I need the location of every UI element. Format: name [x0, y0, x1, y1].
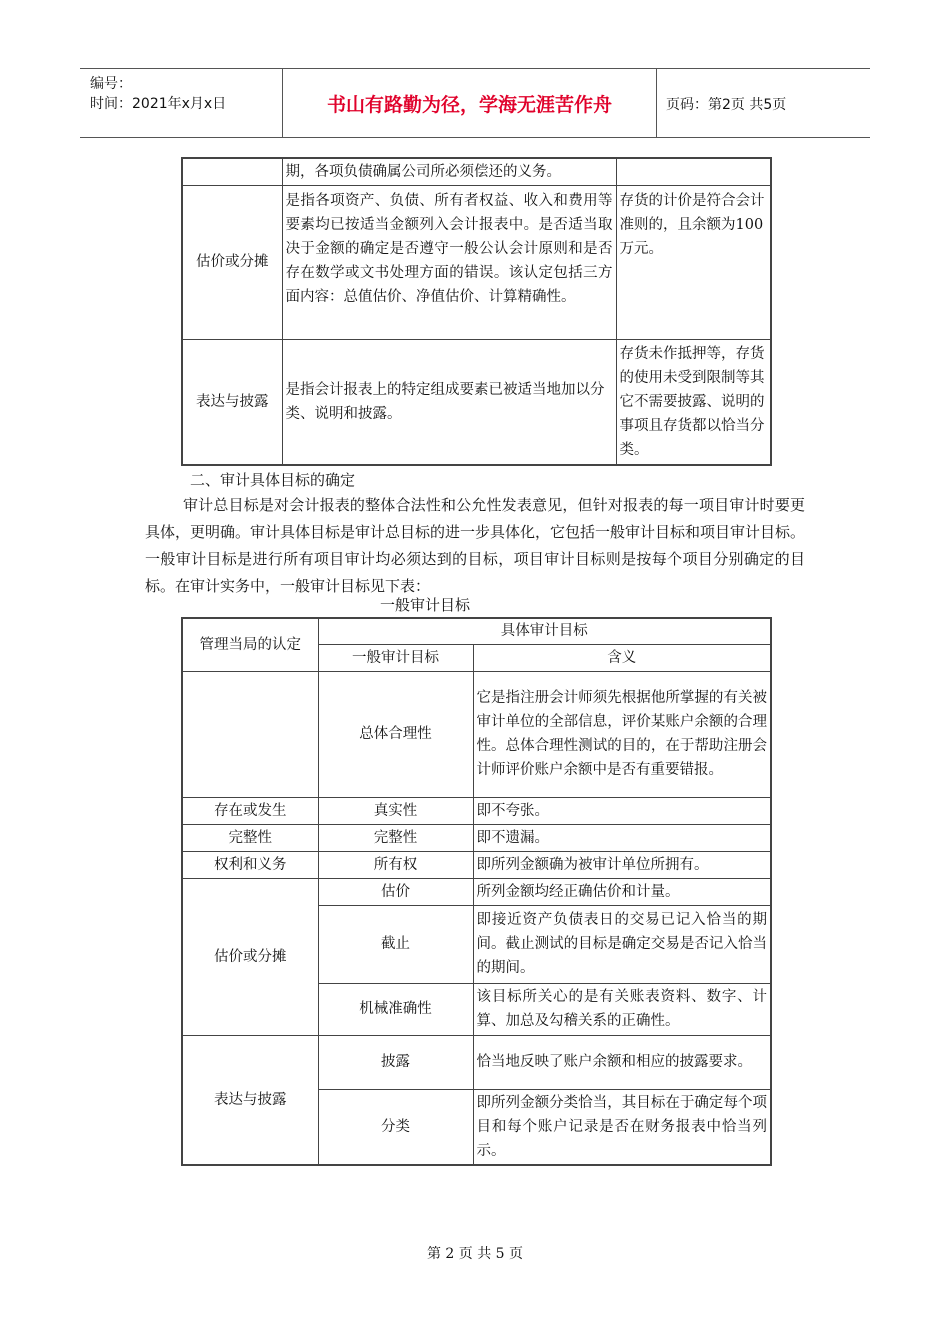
- meaning-cell: 所列金额均经正确估价和计量。: [473, 878, 771, 905]
- header-divider: [656, 69, 657, 137]
- assertion-cell: 存在或发生: [182, 797, 318, 824]
- assertion-cell: 表达与披露: [182, 339, 282, 465]
- meaning-cell: 它是指注册会计师须先根据他所掌握的有关被审计单位的全部信息，评价某账户余额的合理性。总体合理性测试的目的，在于帮助注册会计师评价账户余额中是否有重要错报。: [473, 671, 771, 797]
- goal-cell: 分类: [318, 1089, 473, 1165]
- table-row: [182, 824, 771, 851]
- goal-cell: 机械准确性: [318, 983, 473, 1035]
- meaning-cell: 即所列金额分类恰当，其目标在于确定每个项目和每个账户记录是否在财务报表中恰当列示。: [473, 1089, 771, 1165]
- header-motto: 书山有路勤为径，学海无涯苦作舟: [326, 93, 612, 116]
- header-meaning: 含义: [473, 644, 771, 671]
- goal-cell: 真实性: [318, 797, 473, 824]
- meaning-cell: 即不遗漏。: [473, 824, 771, 851]
- goal-cell: 披露: [318, 1035, 473, 1089]
- table-row: [182, 1035, 771, 1089]
- meaning-cell: 即所列金额确为被审计单位所拥有。: [473, 851, 771, 878]
- table-caption: 一般审计目标: [380, 596, 471, 614]
- table-row: [182, 339, 771, 465]
- document-number-label: 编号：: [90, 76, 132, 92]
- example-cell: 存货未作抵押等，存货的使用未受到限制等其它不需要披露、说明的事项且存货都以恰当分类。: [616, 339, 771, 465]
- meaning-cell: 是指会计报表上的特定组成要素已被适当地加以分类、说明和披露。: [282, 339, 616, 465]
- document-time-label: 时间：2021年x月x日: [90, 96, 227, 112]
- assertion-cell: 完整性: [182, 824, 318, 851]
- section-title: 二、审计具体目标的确定: [190, 471, 356, 489]
- header-meta: [80, 69, 282, 137]
- assertion-cell: 表达与披露: [182, 1035, 318, 1165]
- header-assertion: 管理当局的认定: [182, 618, 318, 671]
- body-paragraph: [145, 492, 805, 600]
- meaning-cell: 期，各项负债确属公司所必须偿还的义务。: [282, 158, 616, 185]
- header-page-label: 页码：第2页 共5页: [666, 97, 787, 113]
- assertion-cell: [182, 671, 318, 797]
- header-specific-goal: 具体审计目标: [318, 618, 771, 644]
- goal-cell: 截止: [318, 905, 473, 983]
- example-cell: [616, 158, 771, 185]
- goal-cell: 估价: [318, 878, 473, 905]
- header-general-goal: 一般审计目标: [318, 644, 473, 671]
- table-row: [182, 158, 771, 185]
- goal-cell: 总体合理性: [318, 671, 473, 797]
- table-row: [182, 878, 771, 905]
- assertion-cell: 权利和义务: [182, 851, 318, 878]
- page-header: [80, 68, 870, 138]
- page-footer: 第 2 页 共 5 页: [426, 1246, 524, 1262]
- assertion-table: [181, 157, 772, 466]
- table-row: [182, 851, 771, 878]
- assertion-cell: 估价或分摊: [182, 878, 318, 1035]
- goal-cell: 所有权: [318, 851, 473, 878]
- table-row: [182, 671, 771, 797]
- example-cell: 存货的计价是符合会计准则的，且余额为100万元。: [616, 185, 771, 339]
- assertion-cell: [182, 158, 282, 185]
- meaning-cell: 恰当地反映了账户余额和相应的披露要求。: [473, 1035, 771, 1089]
- paragraph-text: 审计总目标是对会计报表的整体合法性和公允性发表意见，但针对报表的每一项目审计时要更具体，更明确。审计具体目标是审计总目标的进一步具体化，它包括一般审计目标和项目审计目标。一般审计目标是进行所有项目审计均必须达到的目标，项目审计目标则是按每个项目分别确定的目标。在审计实务中，一般审计目标见下表：: [145, 496, 806, 595]
- meaning-cell: 即接近资产负债表日的交易已记入恰当的期间。截止测试的目标是确定交易是否记入恰当的期间。: [473, 905, 771, 983]
- meaning-cell: 即不夸张。: [473, 797, 771, 824]
- table-row: [182, 797, 771, 824]
- meaning-cell: 该目标所关心的是有关账表资料、数字、计算、加总及勾稽关系的正确性。: [473, 983, 771, 1035]
- table-row: [182, 185, 771, 339]
- general-audit-goal-table: [181, 617, 772, 1166]
- goal-cell: 完整性: [318, 824, 473, 851]
- assertion-cell: 估价或分摊: [182, 185, 282, 339]
- meaning-cell: 是指各项资产、负债、所有者权益、收入和费用等要素均已按适当金额列入会计报表中。是否适当取决于金额的确定是否遵守一般公认会计原则和是否存在数学或文书处理方面的错误。该认定包括三方面内容：总值估价、净值估价、计算精确性。: [282, 185, 616, 339]
- table-header-row: [182, 618, 771, 644]
